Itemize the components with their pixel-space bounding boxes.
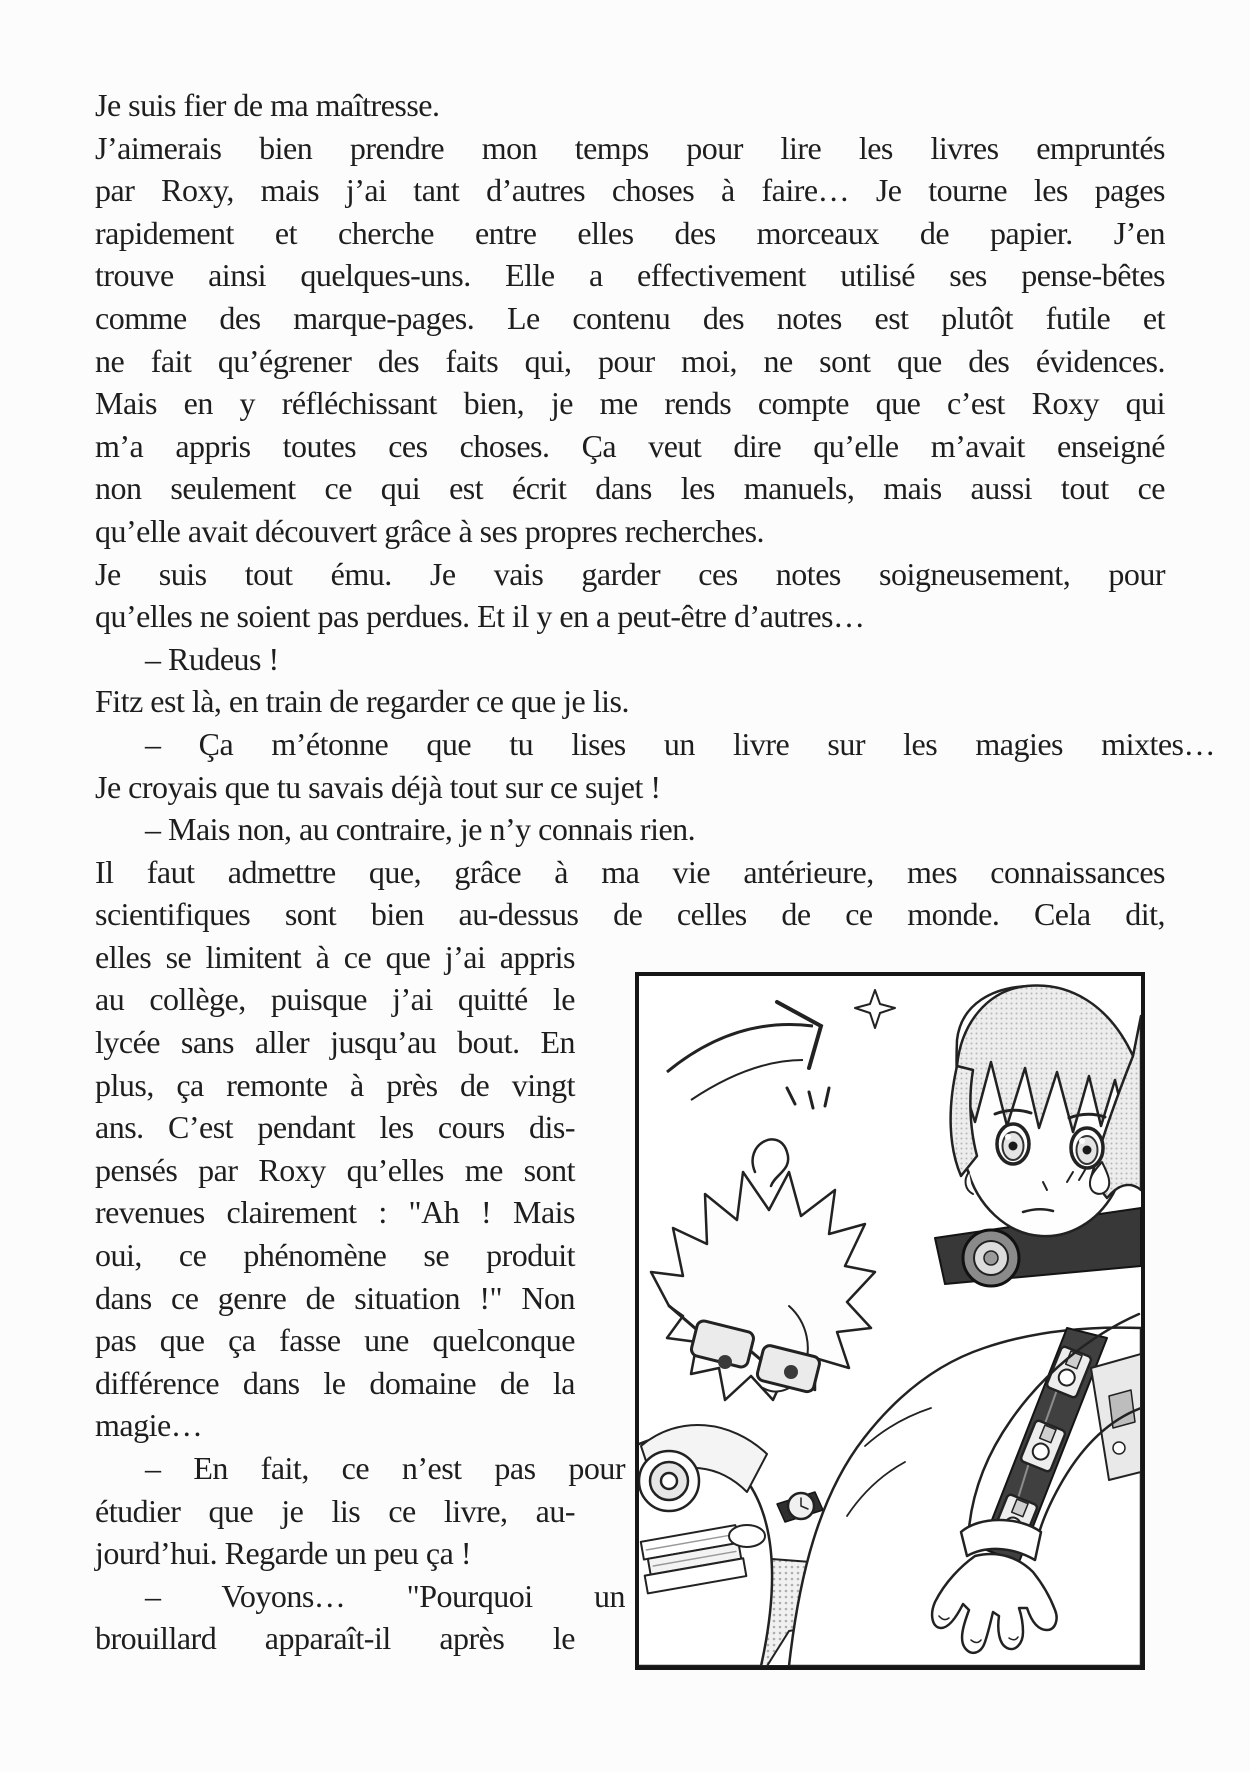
fitz-right-eye (784, 1365, 798, 1379)
text-line: dans ce genre de situation !" Non (95, 1279, 575, 1316)
text-line: scientifiques sont bien au-dessus de celles de ce monde. Cela dit, (95, 896, 1165, 933)
text-line: – Voyons… "Pourquoi un (145, 1577, 625, 1614)
text-line: comme des marque-pages. Le contenu des notes est plutôt futile et (95, 299, 1165, 336)
text-line: m’a appris toutes ces choses. Ça veut dire qu’elle m’avait enseigné (95, 427, 1165, 464)
text-line: au collège, puisque j’ai quitté le (95, 981, 575, 1018)
text-line: rapidement et cherche entre elles des morceaux de papier. J’en (95, 214, 1165, 251)
text-line: pas que ça fasse une quelconque (95, 1322, 575, 1359)
manga-illustration (635, 972, 1145, 1670)
text-line: Je suis tout ému. Je vais garder ces notes soigneusement, pour (95, 555, 1165, 592)
text-line: Je suis fier de ma maîtresse. (95, 87, 440, 123)
text-line: Fitz est là, en train de regarder ce que je lis. (95, 683, 629, 720)
rudeus-right-eye (1071, 1128, 1103, 1168)
text-line: brouillard apparaît-il après le (95, 1620, 575, 1657)
text-line: magie… (95, 1407, 203, 1444)
fitz-hand (729, 1525, 765, 1547)
text-line: elles se limitent à ce que j’ai appris (95, 938, 575, 975)
text-line: non seulement ce qui est écrit dans les manuels, mais aussi tout ce (95, 470, 1165, 507)
text-line: Mais en y réfléchissant bien, je me rends compte que c’est Roxy qui (95, 385, 1165, 422)
text-line: jourd’hui. Regarde un peu ça ! (95, 1535, 471, 1572)
text-line: – Mais non, au contraire, je n’y connais rien. (145, 811, 696, 848)
text-line: Je croyais que tu savais déjà tout sur ce sujet ! (95, 768, 661, 805)
text-line: plus, ça remonte à près de vingt (95, 1066, 575, 1103)
text-line: revenues clairement : "Ah ! Mais (95, 1194, 575, 1231)
text-line: lycée sans aller jusqu’au bout. En (95, 1024, 575, 1061)
text-line: étudier que je lis ce livre, au- (95, 1492, 575, 1529)
rudeus-choker-buckle (963, 1230, 1019, 1286)
text-line: – En fait, ce n’est pas pour (145, 1450, 625, 1486)
text-line: J’aimerais bien prendre mon temps pour lire les livres empruntés (95, 129, 1165, 166)
text-line: trouve ainsi quelques-uns. Elle a effectivement utilisé ses pense-bêtes (95, 257, 1165, 294)
text-line: pensés par Roxy qu’elles me sont (95, 1151, 575, 1188)
text-line: ans. C’est pendant les cours dis- (95, 1109, 575, 1146)
text-line: différence dans le domaine de la (95, 1364, 575, 1401)
fitz-left-eye (718, 1355, 732, 1369)
text-line: – Ça m’étonne que tu lises un livre sur les magies mixtes… (145, 725, 1215, 762)
text-line: oui, ce phénomène se produit (95, 1237, 575, 1274)
text-line: ne fait qu’égrener des faits qui, pour moi, ne sont que des évidences. (95, 342, 1165, 379)
rudeus-left-eye (997, 1124, 1029, 1164)
fitz-collar-clasp (639, 1451, 699, 1511)
text-line: qu’elles ne soient pas perdues. Et il y en a peut-être d’autres… (95, 598, 865, 635)
text-line: qu’elle avait découvert grâce à ses propres recherches. (95, 512, 765, 549)
text-line: – Rudeus ! (145, 640, 279, 677)
text-line: Il faut admettre que, grâce à ma vie antérieure, mes connaissances (95, 853, 1165, 890)
text-line: par Roxy, mais j’ai tant d’autres choses à faire… Je tourne les pages (95, 172, 1165, 209)
manga-panel-drawing (639, 976, 1141, 1666)
